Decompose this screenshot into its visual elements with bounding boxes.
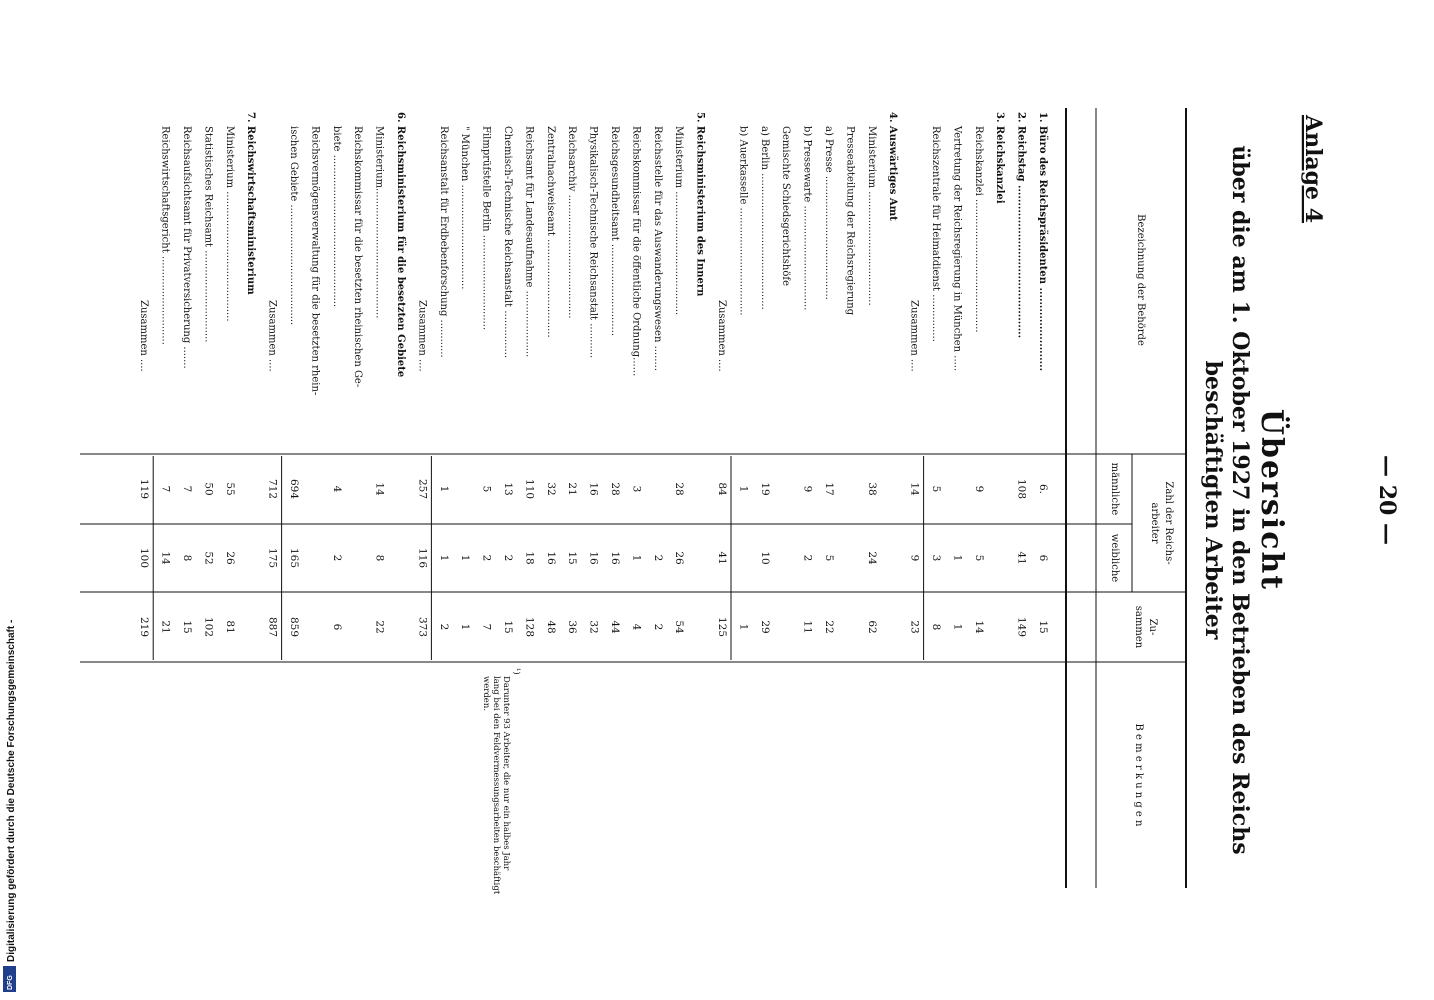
row-label: Zusammen ....: [716, 300, 727, 372]
cell-zusammen: 22: [823, 620, 835, 634]
cell-maennliche: 5: [930, 485, 942, 493]
cell-weibliche: 1: [951, 554, 964, 562]
row-label: 6. Reichsministerium für die besetzten Gebiete: [395, 112, 406, 378]
row-label: Reichsanstalt für Erdbebenforschung ............: [437, 126, 449, 358]
cell-zusammen: 128: [523, 616, 536, 638]
row-label: Reichsamt für Landesaufnahme .....................: [523, 126, 535, 358]
cell-weibliche: 2: [801, 554, 814, 562]
cell-maennliche: 257: [416, 478, 429, 500]
cell-weibliche: 18: [523, 551, 536, 565]
anlage-label: Anlage 4: [1300, 115, 1326, 224]
cell-weibliche: 52: [202, 551, 215, 565]
cell-zusammen: 29: [758, 620, 771, 634]
row-label: Reichsarchiv .......................................: [566, 126, 578, 319]
row-label: Zusammen ....: [266, 300, 278, 372]
row-label: Reichswirtschaftsgericht ............................: [159, 126, 171, 345]
cell-zusammen: 48: [544, 620, 557, 634]
cell-zusammen: 81: [223, 620, 236, 634]
row-label: a) Berlin ...........................................: [758, 126, 770, 310]
cell-maennliche: 4: [330, 485, 343, 493]
cell-weibliche: 5: [972, 554, 985, 562]
title: Übersicht: [1254, 408, 1289, 592]
row-label: Reichskanzlei ..........................................: [972, 126, 984, 333]
cell-maennliche: 5: [480, 485, 493, 493]
cell-maennliche: 3: [630, 485, 643, 493]
cell-maennliche: 119: [138, 478, 151, 500]
page-number: — 20 —: [1374, 455, 1400, 545]
cell-maennliche: 55: [223, 482, 236, 496]
cell-weibliche: 10: [758, 551, 771, 565]
cell-maennliche: 38: [865, 482, 878, 496]
row-label: 2. Reichstag ............................................: [1015, 112, 1027, 339]
cell-maennliche: 84: [716, 482, 728, 496]
cell-maennliche: 108: [1015, 478, 1028, 500]
row-label: Chemisch-Technische Reichsanstalt ...............: [502, 126, 513, 359]
row-label: Filmprüfstelle Berlin ..............................: [480, 126, 492, 331]
header-bezeichnung: Bezeichnung der Behörde: [1135, 214, 1146, 346]
cell-zusammen: 4: [630, 623, 643, 631]
cell-zusammen: 859: [288, 616, 300, 638]
cell-weibliche: 26: [673, 551, 686, 565]
cell-weibliche: 100: [138, 547, 151, 569]
cell-maennliche: 7: [181, 485, 193, 493]
footer-text: Digitalisierung gefördert durch die Deutsche Forschungsgemeinschaft -: [6, 619, 17, 962]
footnote-line-2: lang bei den Feldvermessungsarbeiten beschäftigt: [491, 676, 501, 895]
row-label: Reichskommissar für die besetzten rheinischen Ge-: [352, 126, 364, 388]
cell-maennliche: 694: [288, 478, 300, 500]
subtitle-line-2: beschäftigten Arbeiter: [1200, 360, 1226, 640]
cell-weibliche: 41: [1015, 551, 1028, 565]
cell-maennliche: 14: [908, 482, 921, 496]
header-bemerkungen: B e m e r k u n g e n: [1133, 723, 1144, 827]
cell-weibliche: 8: [181, 554, 193, 562]
header-weibliche: weibliche: [1109, 533, 1120, 583]
cell-weibliche: 16: [609, 551, 621, 565]
row-label: Zusammen ....: [138, 300, 150, 372]
cell-maennliche: 9: [801, 485, 814, 493]
cell-zusammen: 62: [865, 620, 878, 634]
cell-zusammen: 1: [951, 623, 964, 631]
row-label: Zusammen ....: [908, 300, 920, 372]
cell-maennliche: 9: [972, 485, 985, 493]
cell-weibliche: 14: [159, 551, 172, 565]
cell-weibliche: 26: [223, 551, 236, 565]
cell-zusammen: 21: [159, 620, 172, 634]
cell-maennliche: 19: [758, 482, 771, 496]
row-label: Vertretung der Reichsregierung in München .....: [951, 126, 963, 372]
row-label: b) Pressewarte .................................: [801, 126, 813, 311]
row-label: 7. Reichswirtschaftsministerium: [245, 112, 257, 295]
cell-zusammen: 1: [459, 623, 472, 631]
cell-maennliche: 16: [587, 482, 600, 496]
cell-zusammen: 1: [737, 623, 750, 631]
row-label: Reichsaufsichtsamt für Privatversicherung .......: [181, 126, 192, 369]
cell-zusammen: 8: [930, 623, 942, 631]
cell-zusammen: 15: [1037, 620, 1049, 634]
cell-zusammen: 15: [181, 620, 193, 634]
cell-weibliche: 2: [330, 554, 343, 562]
row-label: Statistisches Reichsamt .............................: [202, 126, 214, 343]
cell-maennliche: 28: [673, 482, 686, 496]
row-label: Physikalisch-Technische Reichsanstalt ...........: [587, 126, 599, 359]
row-label: " München .................................: [459, 126, 471, 290]
cell-maennliche: 32: [544, 482, 557, 496]
cell-maennliche: 50: [202, 482, 215, 496]
cell-weibliche: 16: [587, 551, 600, 565]
cell-weibliche: 1: [459, 554, 472, 562]
cell-zusammen: 22: [373, 620, 386, 634]
header-zusammen-2: sammen: [1133, 605, 1144, 649]
cell-zusammen: 887: [266, 616, 279, 638]
cell-weibliche: 6: [1037, 554, 1049, 562]
row-label: Reichsstelle für das Auswanderungswesen ........: [651, 126, 663, 371]
row-label: 4. Auswärtiges Amt: [887, 112, 899, 221]
footnote: [481, 668, 522, 895]
row-label: a) Presse .......................................: [823, 126, 834, 300]
cell-zusammen: 125: [716, 616, 728, 638]
row-label: Reichsvermögensverwaltung für die besetzten rhein-: [309, 126, 321, 396]
row-label: Ministerium.........................................: [373, 126, 385, 319]
cell-maennliche: 28: [609, 482, 621, 496]
cell-maennliche: 17: [823, 482, 835, 496]
row-label: Reichskommissar für die öffentliche Ordnung......: [630, 126, 642, 377]
table-body: [138, 112, 1049, 660]
row-label: 1. Büro des Reichspräsidenten ........................: [1037, 112, 1048, 372]
row-label: Ministerium ....................................: [865, 126, 877, 306]
row-label: Reichsgesundheitsamt .............................: [609, 126, 620, 337]
cell-zusammen: 373: [416, 616, 429, 638]
row-label: Reichszentrale für Heimatdienst ...............: [930, 126, 941, 342]
cell-zusammen: 15: [502, 620, 514, 634]
cell-zusammen: 7: [480, 623, 493, 631]
cell-weibliche: 5: [823, 554, 835, 562]
cell-zusammen: 219: [138, 616, 151, 638]
cell-zusammen: 54: [673, 620, 686, 634]
cell-zusammen: 32: [587, 620, 600, 634]
cell-zusammen: 2: [651, 623, 664, 631]
row-label: Presseabteilung der Reichsregierung: [844, 126, 856, 316]
row-label: Ministerium .........................................: [223, 126, 235, 322]
footnote-marker: ¹): [511, 668, 521, 675]
cell-zusammen: 36: [566, 620, 579, 634]
cell-zusammen: 14: [972, 620, 985, 634]
header-zusammen-1: Zu-: [1147, 618, 1158, 636]
cell-weibliche: 2: [651, 554, 664, 562]
header-maennliche: männliche: [1109, 462, 1120, 516]
cell-maennliche: 110: [523, 478, 536, 500]
header-zahl-1: Zahl der Reichs-: [1163, 481, 1174, 565]
cell-weibliche: 8: [373, 554, 386, 562]
cell-weibliche: 41: [716, 551, 728, 565]
cell-maennliche: 14: [373, 482, 386, 496]
cell-maennliche: 1: [737, 485, 750, 493]
cell-zusammen: 2: [437, 623, 450, 631]
row-label: Zusammen ....: [416, 300, 428, 372]
cell-maennliche: 1: [437, 485, 450, 493]
row-label: 3. Reichskanzlei: [994, 112, 1006, 204]
cell-maennliche: 13: [502, 482, 514, 496]
cell-weibliche: 116: [416, 547, 429, 569]
cell-weibliche: 15: [566, 551, 579, 565]
cell-zusammen: 6: [330, 623, 343, 631]
subtitle-line-1: über die am 1. Oktober 1927 in den Betrieben des Reichs: [1227, 145, 1253, 855]
row-label: ischen Gebiete ......................................: [288, 126, 299, 326]
cell-zusammen: 44: [609, 620, 621, 634]
cell-weibliche: 175: [266, 547, 279, 569]
cell-maennliche: 6.: [1037, 483, 1049, 495]
cell-maennliche: 7: [159, 485, 172, 493]
cell-weibliche: 1: [630, 554, 643, 562]
dfg-logo-text: DFG: [7, 975, 14, 990]
footnote-line-1: Darunter 93 Arbeiter, die nur ein halbes Jahr: [501, 676, 511, 871]
cell-weibliche: 2: [480, 554, 493, 562]
cell-weibliche: 3: [930, 554, 942, 562]
row-label: biete ................................................: [330, 126, 342, 308]
row-label: 5. Reichsministerium des Innern: [694, 112, 706, 297]
row-label: Ministerium .......................................: [673, 126, 685, 316]
row-label: Zentralnachweiseamt ...............................: [544, 126, 556, 338]
column-headers: [1109, 214, 1174, 827]
cell-zusammen: 102: [202, 616, 215, 638]
header-zahl-2: arbeiter: [1149, 502, 1160, 544]
cell-weibliche: 16: [544, 551, 557, 565]
cell-weibliche: 2: [502, 554, 514, 562]
cell-zusammen: 23: [908, 620, 921, 634]
cell-weibliche: 1: [437, 554, 450, 562]
cell-zusammen: 11: [801, 620, 814, 634]
cell-maennliche: 712: [266, 478, 279, 500]
footnote-line-3: werden.: [481, 676, 491, 712]
cell-weibliche: 165: [288, 547, 300, 569]
cell-weibliche: 24: [865, 551, 878, 565]
row-label: b) Auerkasselle ..................................: [737, 126, 749, 316]
cell-weibliche: 9: [908, 554, 921, 562]
cell-maennliche: 21: [566, 482, 579, 496]
row-label: Gemischte Schiedsgerichtshöfe: [780, 126, 792, 286]
cell-zusammen: 149: [1015, 616, 1028, 638]
